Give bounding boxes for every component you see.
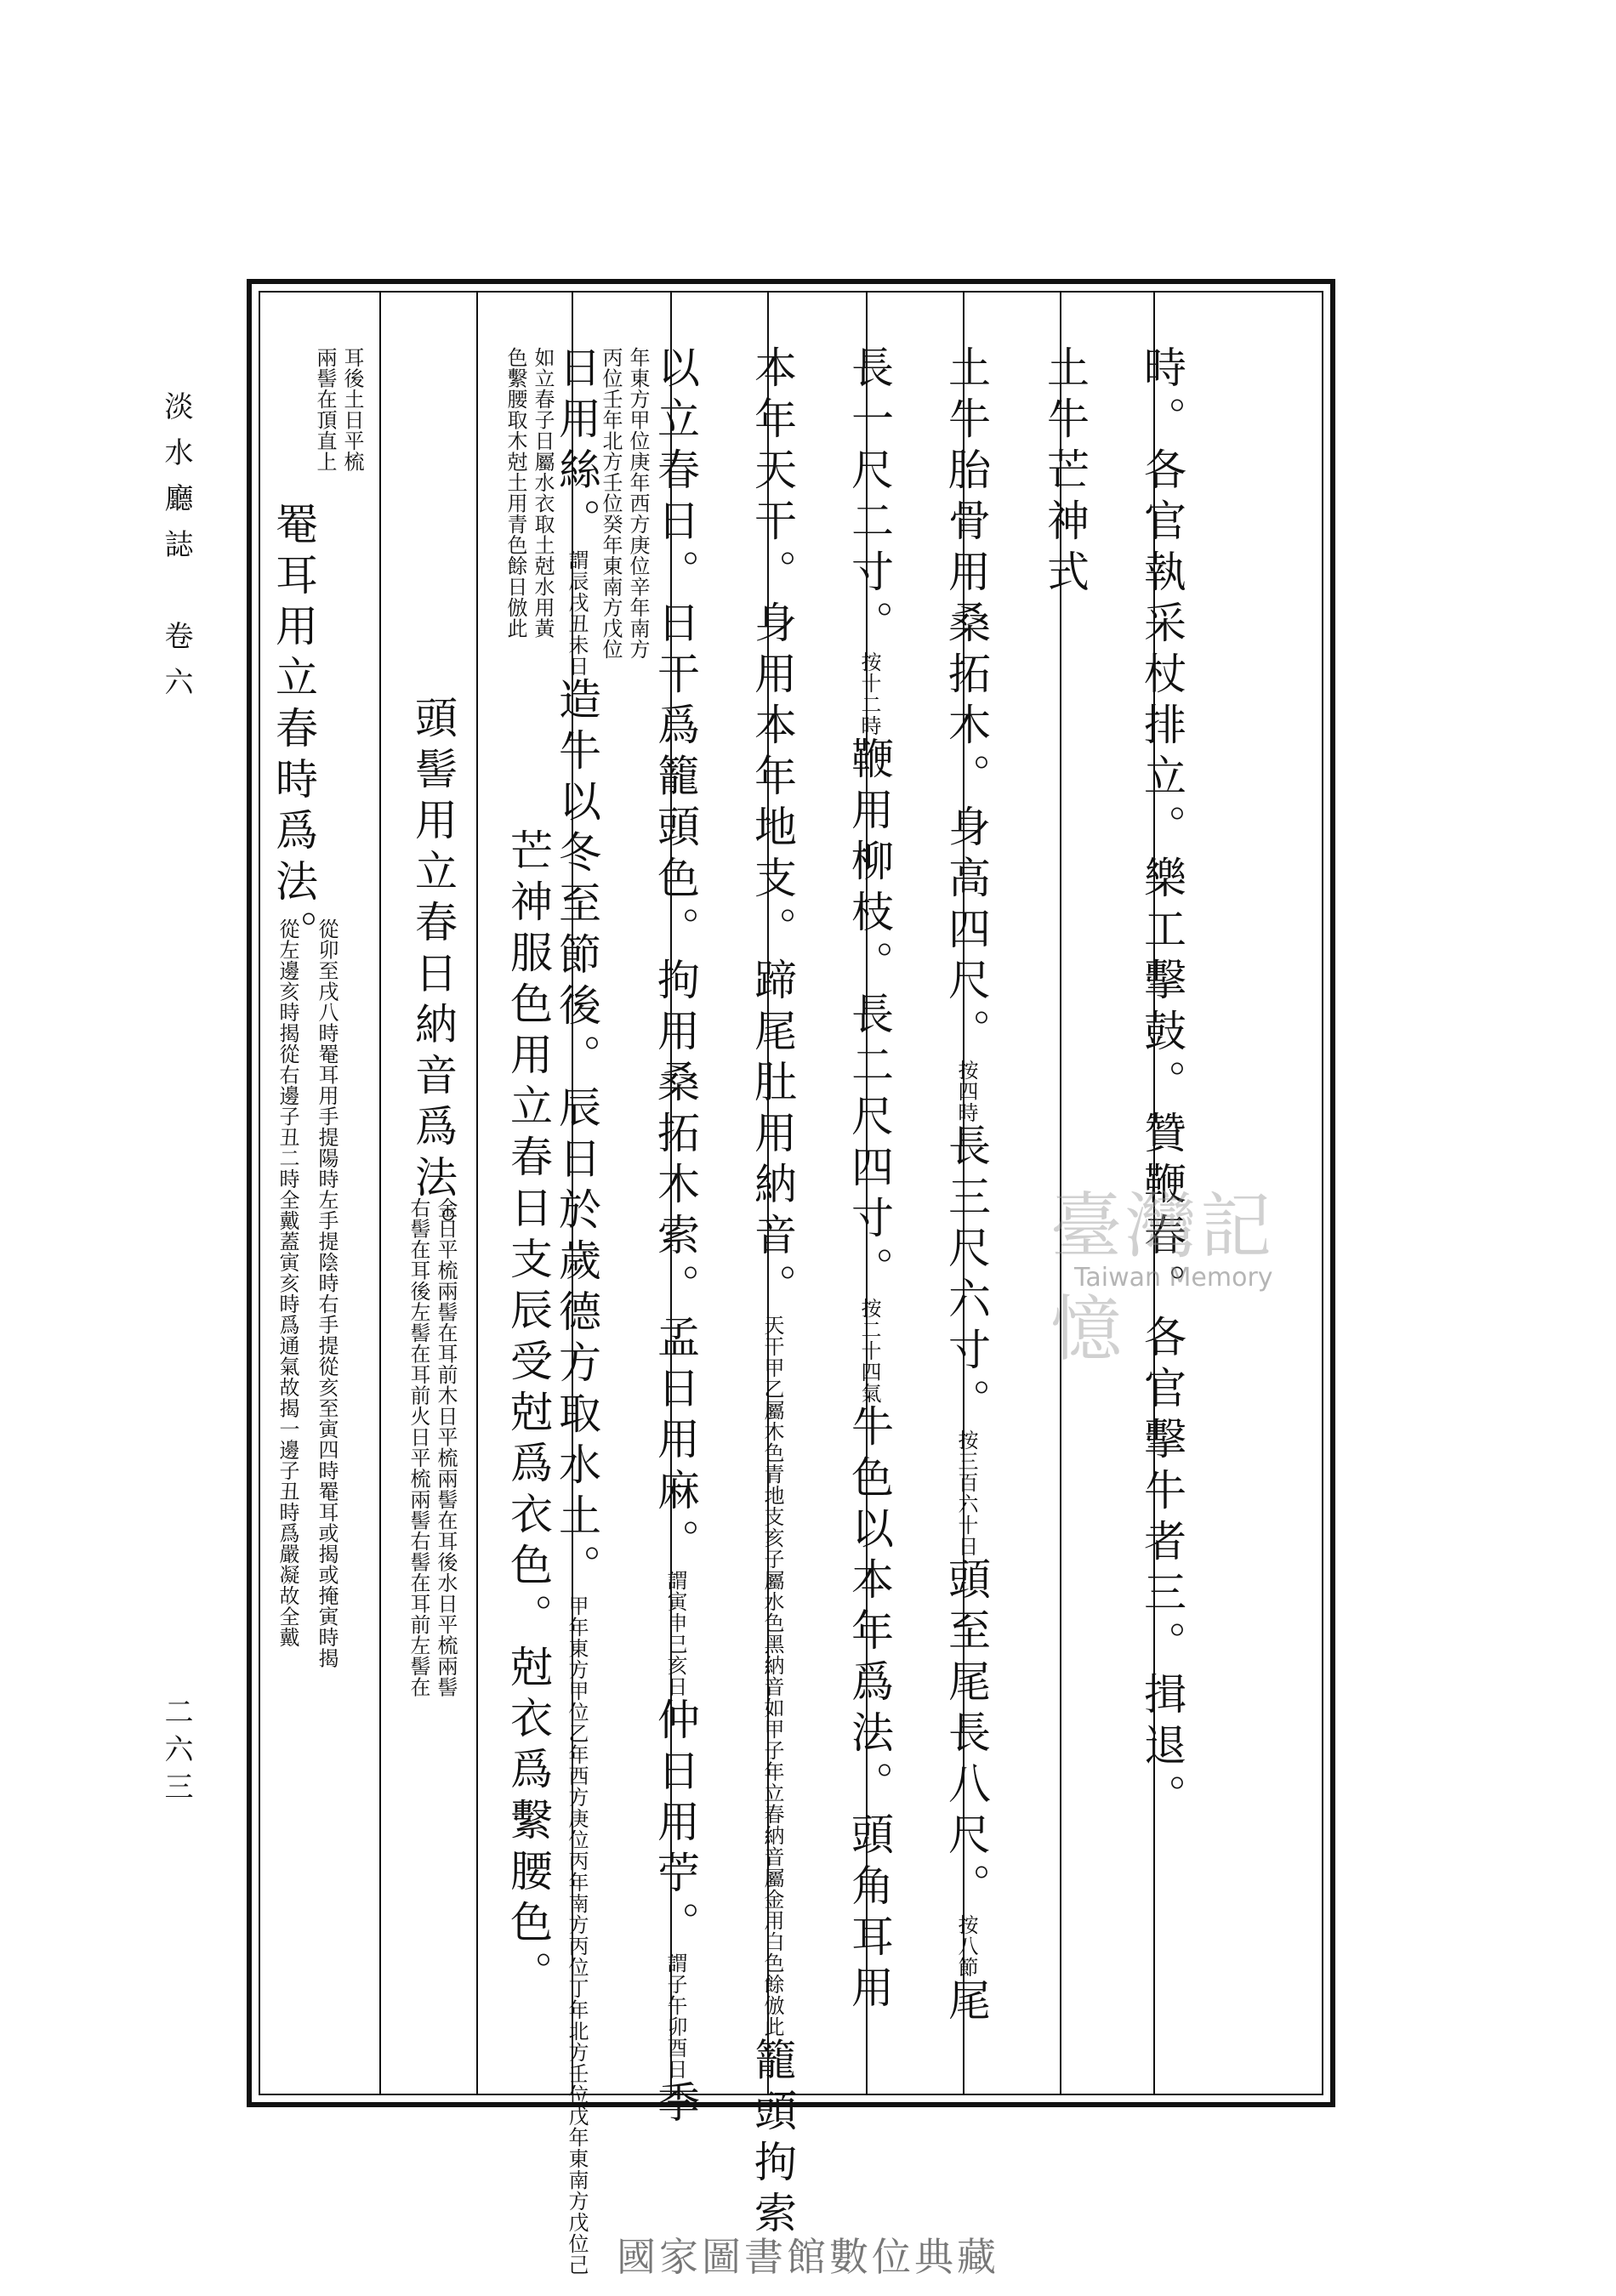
main-text-segment: 鞭用柳枝。長二尺四寸。 (845, 736, 894, 1298)
main-text-segment: 造牛以冬至節後。辰日於歲德方取水土。 (552, 677, 601, 1595)
annotation-note: 天干甲乙屬木色青地支亥子屬水色黑納音如甲子年立春納音屬金用白色餘倣此 (760, 1315, 784, 2037)
watermark-subtitle: Taiwan Memory (1074, 1263, 1273, 1293)
annotation-note: 按十二時 (857, 651, 881, 736)
margin-title: 淡水廳誌 卷六 (159, 391, 193, 713)
annotation-line: 從卯至戌八時罨耳用手提陽時左手提陰時右手提從亥至寅四時罨耳或揭或掩寅時揭 (315, 918, 339, 1668)
annotation-line: 兩髻在頂直上 (313, 347, 337, 472)
main-text-segment: 土牛芒神式 (1040, 345, 1090, 600)
annotation-line: 丙位壬年北方壬位癸年東南方戊位 (599, 347, 623, 660)
annotation-line: 如立春子日屬水衣取土尅水用黃 (531, 347, 555, 639)
text-column-10-main-text: 罨耳用立春時爲法。 (269, 502, 318, 961)
footer-caption: 國家圖書館數位典藏 (617, 2234, 999, 2280)
main-text-segment: 以立春日。日干爲籠頭色。拘用桑拓木索。孟日用麻。 (651, 345, 700, 1570)
annotation-note: 按二十四氣 (857, 1298, 881, 1404)
main-text-segment: 仲日用苧。 (651, 1697, 700, 1952)
annotation-note: 謂寅申巳亥日 (663, 1570, 687, 1697)
annotation-line: 從左邊亥時揭從右邊子丑二時全戴蓋寅亥時爲通氣故揭一邊子丑時爲嚴凝故全戴 (276, 918, 299, 1648)
annotation-line: 金日平梳兩髻在耳前木日平梳兩髻在耳後水日平梳兩髻 (434, 1197, 458, 1697)
note-block (260, 347, 1322, 2048)
watermark-text: 臺灣記憶 (1050, 1185, 1276, 1371)
main-text-segment: 尾 (942, 1978, 991, 2029)
main-text-segment: 牛色以本年爲法。頭角耳用 (845, 1404, 894, 2016)
main-text-segment: 土牛胎骨用桑拓木。身高四尺。 (942, 345, 991, 1060)
col10-annotation-wrap (277, 918, 337, 2024)
annotation-note: 按四時 (954, 1060, 978, 1123)
main-text-segment: 時。各官執采杖排立。樂工擊鼓。贊鞭春。各官擊牛者三。揖退。 (1137, 345, 1186, 1825)
text-column-8-main: 芒神服色用立春日支辰受尅爲衣色。尅衣爲繫腰色。 (504, 828, 553, 2002)
annotation-note: 謂辰戌丑未日 (565, 549, 589, 677)
main-text-segment: 長三尺六寸。 (942, 1123, 991, 1429)
main-text-segment: 長一尺二寸。 (845, 345, 894, 651)
page-number: 二六三 (159, 1696, 193, 1809)
main-text-segment: 日用絲。 (552, 345, 601, 549)
annotation-line: 年東方甲位庚年西方庚位辛年南方 (626, 347, 650, 660)
main-text-segment: 籠頭拘索 (748, 2037, 797, 2242)
text-column-9-main: 頭髻用立春日納音爲法。 (408, 696, 458, 1257)
annotation-line: 右髻在耳後左髻在耳前火日平梳兩髻右髻在耳前左髻在 (407, 1197, 430, 1697)
annotation-note: 按八節 (954, 1914, 978, 1978)
main-text-segment: 本年天干。身用本年地支。蹄尾肚用納音。 (748, 345, 797, 1315)
annotation-line: 耳後土日平梳 (340, 347, 364, 472)
annotation-note: 按三百六十日 (954, 1429, 978, 1557)
annotation-line: 色繫腰取木尅土用青色餘日倣此 (504, 347, 527, 639)
annotation-note: 謂子午卯酉日 (663, 1952, 687, 2080)
main-text-segment: 季 (651, 2080, 700, 2131)
annotation-note: 甲年東方甲位乙年西方庚位丙年南方丙位丁年北方壬位戊年東南方戊位己 (565, 1595, 589, 2276)
col10-main-wrap (269, 502, 318, 961)
main-text-segment: 頭至尾長八尺。 (942, 1557, 991, 1914)
